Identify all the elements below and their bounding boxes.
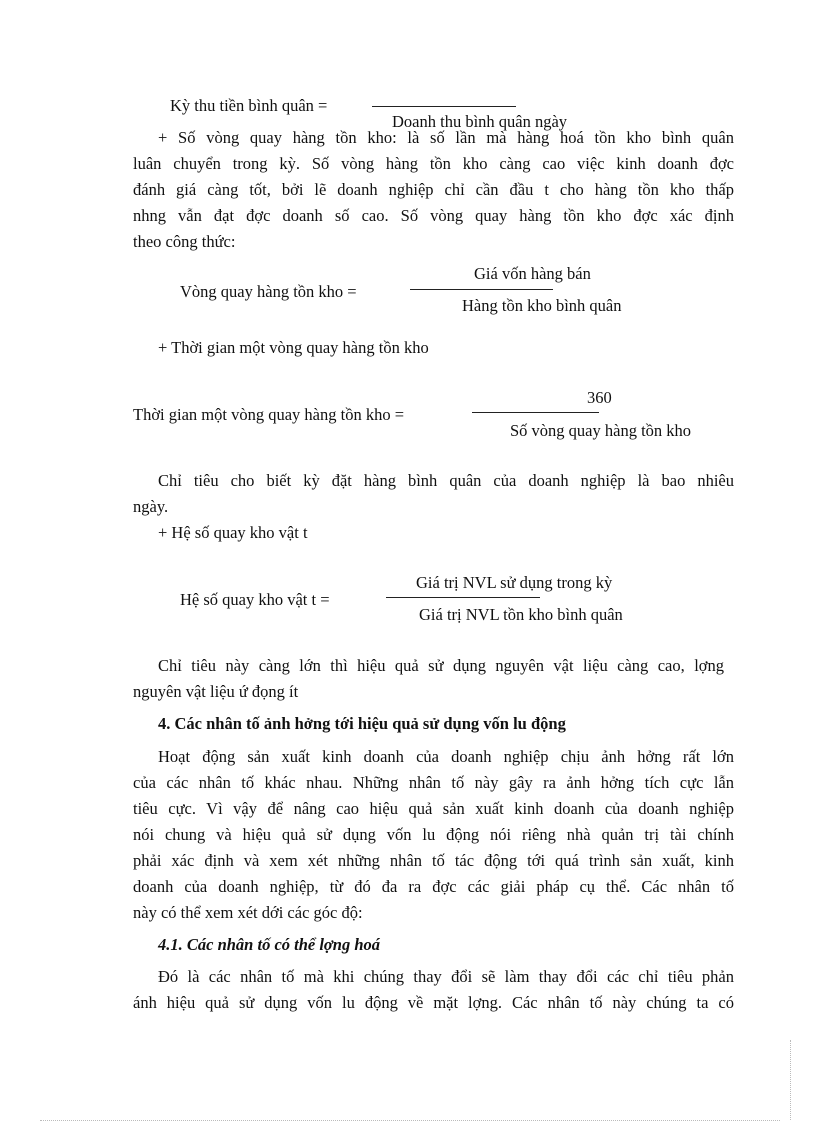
paragraph-line: Đó là các nhân tố mà khi chúng thay đổi sẽ làm thay đổi các chỉ tiêu phản (158, 967, 734, 986)
paragraph-line: theo công thức: (133, 232, 236, 251)
formula-ky-thu-denominator: Doanh thu bình quân ngày (392, 112, 568, 131)
paragraph-line: + Hệ số quay kho vật t (158, 523, 308, 542)
paragraph-line: nguyên vật liệu ứ đọng ít (133, 682, 299, 701)
paragraph-line: nói chung và hiệu quả sử dụng vốn lu động nói riêng nhà quản trị tài chính (133, 825, 734, 844)
formula-thoi-gian-numerator: 360 (587, 388, 612, 407)
paragraph-line: Chỉ tiêu này càng lớn thì hiệu quả sử dụng nguyên vật liệu càng cao, lợng (158, 656, 724, 675)
paragraph-line: đánh giá càng tốt, bởi lẽ doanh nghiệp chỉ cần đầu t cho hàng tồn kho thấp (133, 180, 734, 199)
paragraph-line: ngày. (133, 497, 169, 516)
formula-vong-quay-label: Vòng quay hàng tồn kho = (180, 282, 357, 301)
fraction-bar (472, 412, 599, 413)
fraction-bar (372, 106, 516, 107)
paragraph-line: của các nhân tố khác nhau. Những nhân tố này gây ra ảnh hởng tích cực lẫn (133, 773, 734, 792)
paragraph-line: luân chuyển trong kỳ. Số vòng hàng tồn kho càng cao việc kinh doanh đợc (133, 154, 734, 173)
formula-ky-thu-label: Kỳ thu tiền bình quân = (170, 96, 328, 115)
formula-he-so-denominator: Giá trị NVL tồn kho bình quân (419, 605, 623, 624)
paragraph-line: tiêu cực. Vì vậy để nâng cao hiệu quả sản xuất kinh doanh của doanh nghiệp (133, 799, 734, 818)
formula-vong-quay-denominator: Hàng tồn kho bình quân (462, 296, 622, 315)
paragraph-line: doanh của doanh nghiệp, từ đó đa ra đợc các giải pháp cụ thể. Các nhân tố (133, 877, 734, 896)
paragraph-line: + Số vòng quay hàng tồn kho: là số lần mà hàng hoá tồn kho bình quân (158, 128, 734, 147)
paragraph-line: nhng vẫn đạt đợc doanh số cao. Số vòng quay hàng tồn kho đợc xác định (133, 206, 734, 225)
paragraph-line: này có thể xem xét dới các góc độ: (133, 903, 363, 922)
section-heading: 4. Các nhân tố ảnh hởng tới hiệu quả sử dụng vốn lu động (158, 714, 566, 733)
subsection-heading: 4.1. Các nhân tố có thể lợng hoá (158, 935, 381, 954)
formula-he-so-numerator: Giá trị NVL sử dụng trong kỳ (416, 573, 613, 592)
paragraph-line: + Thời gian một vòng quay hàng tồn kho (158, 338, 429, 357)
page-border-right (790, 1040, 791, 1120)
formula-thoi-gian-label: Thời gian một vòng quay hàng tồn kho = (133, 405, 405, 424)
formula-vong-quay-numerator: Giá vốn hàng bán (474, 264, 591, 283)
paragraph-line: ánh hiệu quả sử dụng vốn lu động về mặt lợng. Các nhân tố này chúng ta có (133, 993, 734, 1012)
paragraph-line: phải xác định và xem xét những nhân tố tác động tới quá trình sản xuất, kinh (133, 851, 734, 870)
fraction-bar (410, 289, 553, 290)
paragraph-line: Hoạt động sản xuất kinh doanh của doanh nghiệp chịu ảnh hởng rất lớn (158, 747, 734, 766)
formula-he-so-label: Hệ số quay kho vật t = (180, 590, 330, 609)
paragraph-line: Chỉ tiêu cho biết kỳ đặt hàng bình quân của doanh nghiệp là bao nhiêu (158, 471, 734, 490)
formula-thoi-gian-denominator: Số vòng quay hàng tồn kho (510, 421, 692, 440)
fraction-bar (386, 597, 540, 598)
page-border-bottom (40, 1120, 780, 1121)
